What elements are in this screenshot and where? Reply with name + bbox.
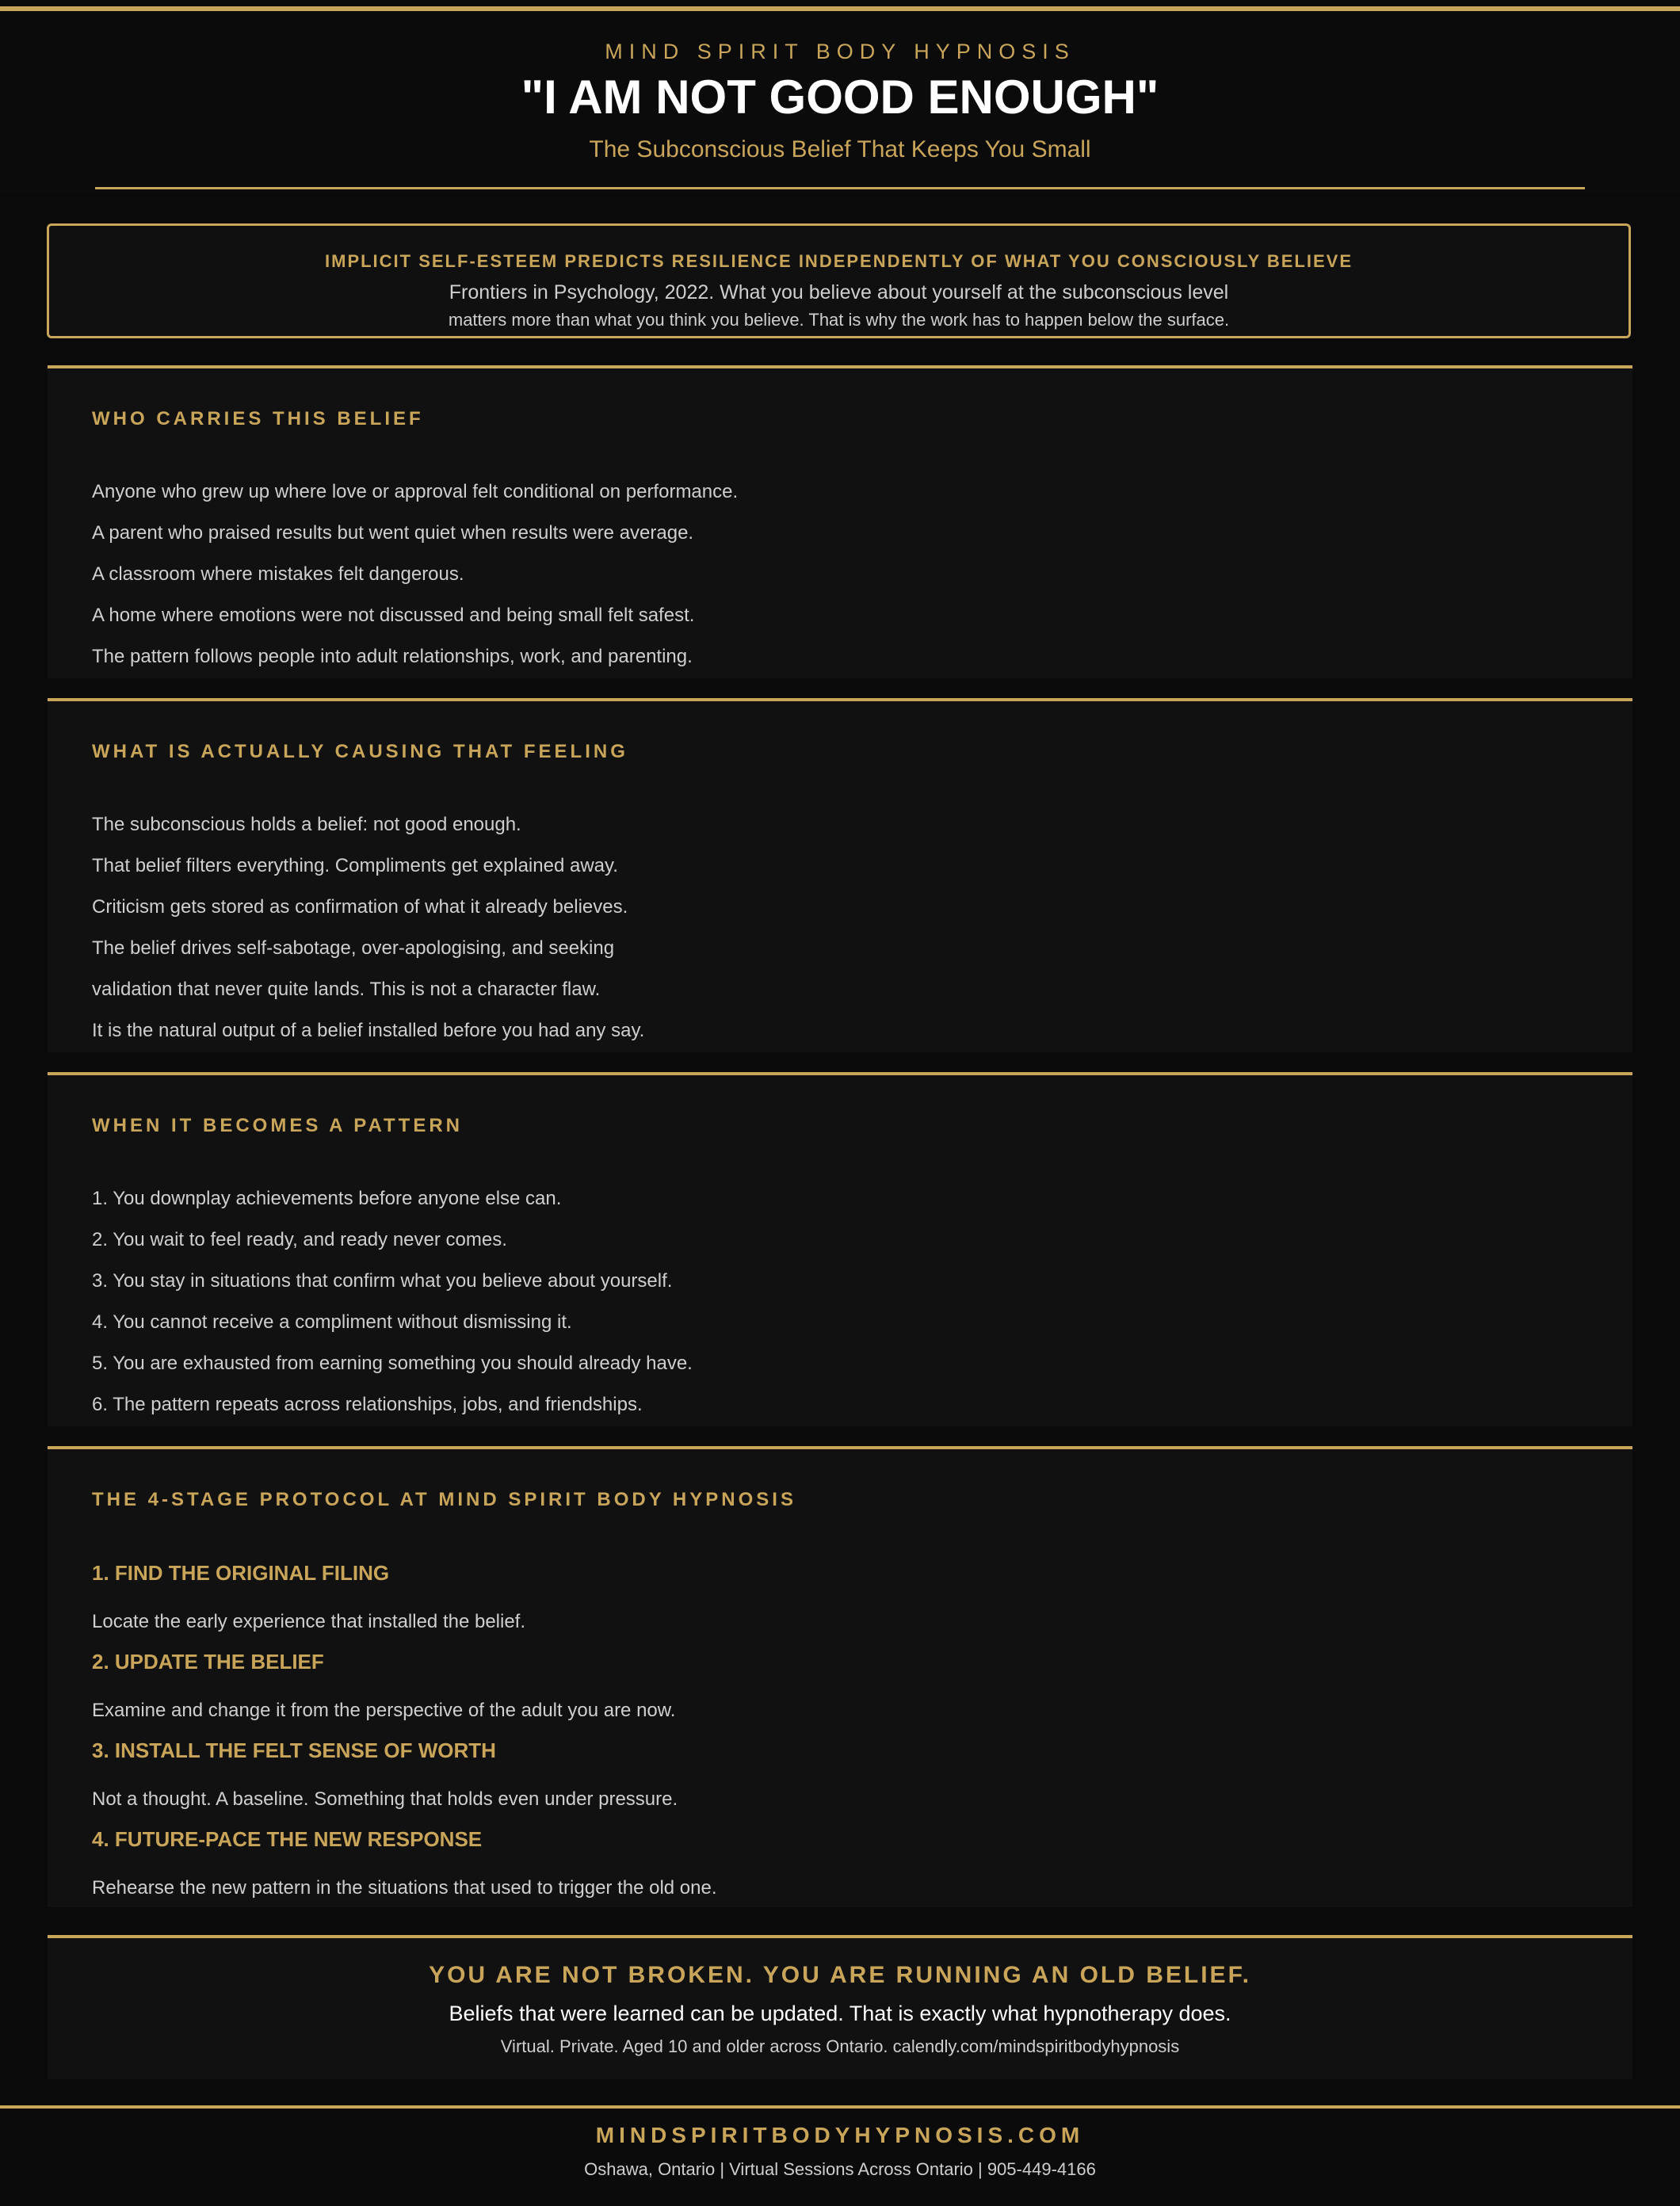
page-header: [0, 11, 1680, 193]
section-heading: WHAT IS ACTUALLY CAUSING THAT FEELING: [92, 741, 628, 762]
list-item: 1. You downplay achievements before anyone else can.: [92, 1188, 562, 1209]
section-heading: THE 4-STAGE PROTOCOL AT MIND SPIRIT BODY HYPNOSIS: [92, 1489, 796, 1510]
list-item: 3. You stay in situations that confirm what you believe about yourself.: [92, 1270, 673, 1292]
section-heading: WHEN IT BECOMES A PATTERN: [92, 1115, 463, 1136]
list-item: 2. You wait to feel ready, and ready never comes.: [92, 1229, 507, 1250]
research-heading: IMPLICIT SELF-ESTEEM PREDICTS RESILIENCE INDEPENDENTLY OF WHAT YOU CONSCIOUSLY BELIEVE: [325, 251, 1353, 271]
list-item: The subconscious holds a belief: not good enough.: [92, 814, 521, 835]
cta-text: Beliefs that were learned can be updated. That is exactly what hypnotherapy does.: [449, 2002, 1231, 2025]
section-heading: WHO CARRIES THIS BELIEF: [92, 408, 424, 429]
stage-title: 2. UPDATE THE BELIEF: [92, 1650, 324, 1674]
footer-contact: Oshawa, Ontario | Virtual Sessions Across Ontario | 905-449-4166: [584, 2159, 1096, 2179]
list-item: The pattern follows people into adult relationships, work, and parenting.: [92, 646, 693, 667]
stage-text: Not a thought. A baseline. Something that holds even under pressure.: [92, 1788, 678, 1810]
stage-text: Rehearse the new pattern in the situations that used to trigger the old one.: [92, 1877, 717, 1899]
cta-heading: YOU ARE NOT BROKEN. YOU ARE RUNNING AN OLD BELIEF.: [429, 1962, 1251, 1988]
header-divider: [95, 187, 1585, 189]
research-text-line: Frontiers in Psychology, 2022. What you believe about yourself at the subconscious level: [449, 281, 1229, 303]
stage-text: Examine and change it from the perspective of the adult you are now.: [92, 1700, 676, 1721]
footer-website: MINDSPIRITBODYHYPNOSIS.COM: [595, 2123, 1085, 2147]
list-item: A home where emotions were not discussed and being small felt safest.: [92, 605, 695, 626]
list-item: Criticism gets stored as confirmation of what it already believes.: [92, 896, 628, 918]
list-item: 4. You cannot receive a compliment without dismissing it.: [92, 1311, 572, 1333]
list-item: It is the natural output of a belief installed before you had any say.: [92, 1020, 645, 1041]
research-text-line: matters more than what you think you believe. That is why the work has to happen below the surface.: [448, 310, 1230, 330]
list-item: validation that never quite lands. This is not a character flaw.: [92, 979, 601, 1000]
page-footer: [0, 2109, 1680, 2206]
section-cause: [48, 698, 1632, 1052]
research-callout: [47, 223, 1631, 338]
stage-title: 3. INSTALL THE FELT SENSE OF WORTH: [92, 1738, 496, 1762]
list-item: 5. You are exhausted from earning something you should already have.: [92, 1353, 693, 1374]
section-who-carries: [48, 365, 1632, 678]
list-item: That belief filters everything. Compliments get explained away.: [92, 855, 618, 876]
list-item: The belief drives self-sabotage, over-apologising, and seeking: [92, 937, 615, 959]
page-title: "I AM NOT GOOD ENOUGH": [521, 71, 1159, 124]
brand-name: MIND SPIRIT BODY HYPNOSIS: [605, 40, 1075, 63]
stage-text: Locate the early experience that installed the belief.: [92, 1611, 526, 1632]
cta-details: Virtual. Private. Aged 10 and older across Ontario. calendly.com/mindspiritbodyhypnosis: [500, 2036, 1180, 2056]
list-item: A parent who praised results but went quiet when results were average.: [92, 522, 694, 544]
cta-panel: [48, 1935, 1632, 2079]
page-subtitle: The Subconscious Belief That Keeps You Small: [589, 136, 1091, 162]
list-item: A classroom where mistakes felt dangerous.: [92, 563, 464, 585]
list-item: 6. The pattern repeats across relationships, jobs, and friendships.: [92, 1394, 643, 1415]
stage-title: 1. FIND THE ORIGINAL FILING: [92, 1561, 390, 1585]
section-protocol: [48, 1446, 1632, 1907]
list-item: Anyone who grew up where love or approval felt conditional on performance.: [92, 481, 739, 502]
section-pattern: [48, 1072, 1632, 1426]
stage-title: 4. FUTURE-PACE THE NEW RESPONSE: [92, 1827, 483, 1851]
